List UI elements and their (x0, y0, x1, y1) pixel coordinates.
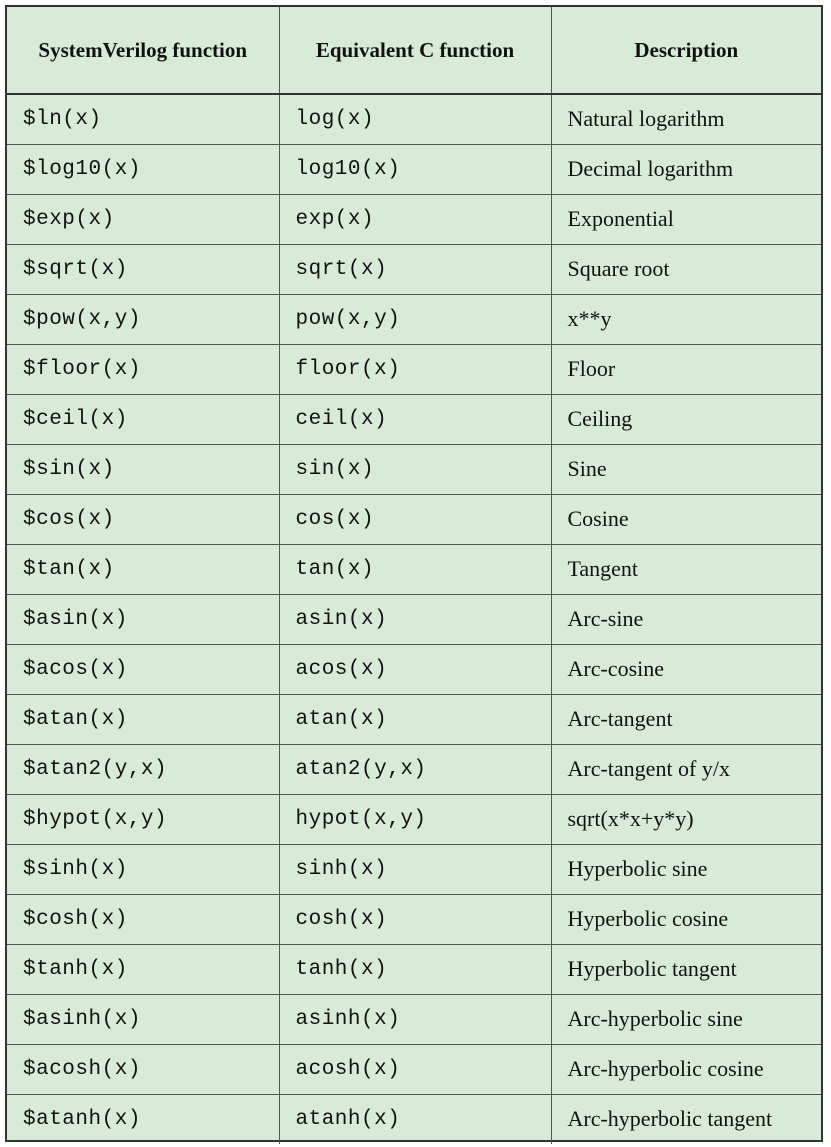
c-function-cell: atanh(x) (279, 1094, 551, 1144)
table-row (7, 794, 821, 844)
description-cell: Arc-cosine (551, 644, 821, 694)
table-row (7, 1044, 821, 1094)
table-row (7, 144, 821, 194)
c-function-cell: asin(x) (279, 594, 551, 644)
description-cell: x**y (551, 294, 821, 344)
table-row (7, 194, 821, 244)
description-cell: Floor (551, 344, 821, 394)
sv-function-cell: $acosh(x) (7, 1044, 279, 1094)
table-row (7, 894, 821, 944)
sv-function-cell: $tan(x) (7, 544, 279, 594)
sv-function-cell: $asin(x) (7, 594, 279, 644)
description-cell: Hyperbolic tangent (551, 944, 821, 994)
sv-function-cell: $acos(x) (7, 644, 279, 694)
c-function-cell: exp(x) (279, 194, 551, 244)
c-function-cell: acosh(x) (279, 1044, 551, 1094)
description-cell: Decimal logarithm (551, 144, 821, 194)
table-row (7, 1094, 821, 1144)
description-cell: Cosine (551, 494, 821, 544)
c-function-cell: atan2(y,x) (279, 744, 551, 794)
description-cell: Arc-hyperbolic tangent (551, 1094, 821, 1144)
sv-function-cell: $sinh(x) (7, 844, 279, 894)
sv-function-cell: $asinh(x) (7, 994, 279, 1044)
description-cell: Arc-hyperbolic sine (551, 994, 821, 1044)
function-table-container (5, 5, 823, 1142)
c-function-cell: log10(x) (279, 144, 551, 194)
description-cell: Arc-tangent of y/x (551, 744, 821, 794)
math-functions-table (7, 7, 821, 1144)
c-function-cell: sqrt(x) (279, 244, 551, 294)
table-row (7, 644, 821, 694)
c-function-cell: tanh(x) (279, 944, 551, 994)
table-header-row (7, 7, 821, 94)
c-function-cell: pow(x,y) (279, 294, 551, 344)
sv-function-cell: $pow(x,y) (7, 294, 279, 344)
table-row (7, 744, 821, 794)
sv-function-cell: $exp(x) (7, 194, 279, 244)
sv-function-cell: $ceil(x) (7, 394, 279, 444)
table-row (7, 444, 821, 494)
sv-function-cell: $atan(x) (7, 694, 279, 744)
table-row (7, 594, 821, 644)
header-equivalent-c-function: Equivalent C function (279, 7, 551, 94)
c-function-cell: hypot(x,y) (279, 794, 551, 844)
table-row (7, 94, 821, 144)
table-row (7, 844, 821, 894)
c-function-cell: atan(x) (279, 694, 551, 744)
c-function-cell: log(x) (279, 94, 551, 144)
sv-function-cell: $ln(x) (7, 94, 279, 144)
c-function-cell: ceil(x) (279, 394, 551, 444)
description-cell: Square root (551, 244, 821, 294)
description-cell: Arc-hyperbolic cosine (551, 1044, 821, 1094)
c-function-cell: sin(x) (279, 444, 551, 494)
table-row (7, 944, 821, 994)
sv-function-cell: $sqrt(x) (7, 244, 279, 294)
table-row (7, 994, 821, 1044)
c-function-cell: floor(x) (279, 344, 551, 394)
c-function-cell: cos(x) (279, 494, 551, 544)
sv-function-cell: $floor(x) (7, 344, 279, 394)
table-row (7, 394, 821, 444)
sv-function-cell: $atanh(x) (7, 1094, 279, 1144)
table-body (7, 94, 821, 1144)
c-function-cell: sinh(x) (279, 844, 551, 894)
c-function-cell: asinh(x) (279, 994, 551, 1044)
sv-function-cell: $cosh(x) (7, 894, 279, 944)
c-function-cell: cosh(x) (279, 894, 551, 944)
table-row (7, 244, 821, 294)
table-row (7, 294, 821, 344)
description-cell: Arc-tangent (551, 694, 821, 744)
description-cell: Arc-sine (551, 594, 821, 644)
description-cell: Natural logarithm (551, 94, 821, 144)
sv-function-cell: $hypot(x,y) (7, 794, 279, 844)
description-cell: Hyperbolic cosine (551, 894, 821, 944)
description-cell: Tangent (551, 544, 821, 594)
c-function-cell: acos(x) (279, 644, 551, 694)
table-row (7, 344, 821, 394)
sv-function-cell: $cos(x) (7, 494, 279, 544)
description-cell: Ceiling (551, 394, 821, 444)
description-cell: Hyperbolic sine (551, 844, 821, 894)
sv-function-cell: $tanh(x) (7, 944, 279, 994)
sv-function-cell: $atan2(y,x) (7, 744, 279, 794)
sv-function-cell: $sin(x) (7, 444, 279, 494)
description-cell: sqrt(x*x+y*y) (551, 794, 821, 844)
table-row (7, 694, 821, 744)
sv-function-cell: $log10(x) (7, 144, 279, 194)
header-description: Description (551, 7, 821, 94)
table-row (7, 544, 821, 594)
header-systemverilog-function: SystemVerilog function (7, 7, 279, 94)
c-function-cell: tan(x) (279, 544, 551, 594)
description-cell: Exponential (551, 194, 821, 244)
table-row (7, 494, 821, 544)
description-cell: Sine (551, 444, 821, 494)
